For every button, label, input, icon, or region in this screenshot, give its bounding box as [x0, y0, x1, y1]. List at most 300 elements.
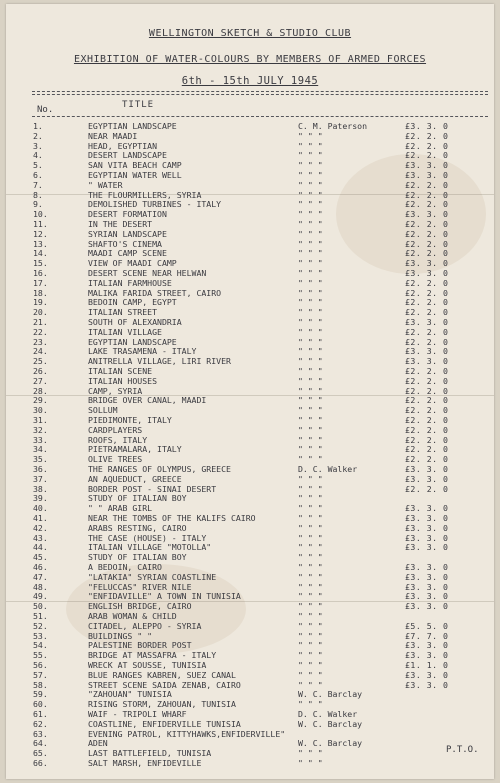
list-item	[6, 738, 494, 748]
entry-artist: " " "	[298, 611, 323, 621]
entry-title: EVENING PATROL, KITTYHAWKS,ENFIDERVILLE"	[88, 728, 286, 739]
entry-number: 33.	[33, 434, 48, 445]
list-item	[6, 395, 494, 405]
list-item	[6, 170, 494, 180]
entry-artist: " " "	[298, 669, 323, 680]
entry-price: £3. 3. 0	[405, 591, 449, 602]
entry-number: 3.	[33, 140, 43, 151]
entry-artist: " " "	[298, 268, 323, 278]
list-item	[6, 562, 494, 572]
list-item	[6, 160, 494, 170]
entry-number: 65.	[33, 748, 48, 759]
entry-title: VIEW OF MAADI CAMP	[88, 258, 177, 269]
divider-dashed	[32, 91, 488, 92]
entry-artist: " " "	[298, 307, 323, 318]
entry-artist: " " "	[298, 640, 323, 651]
list-item	[6, 317, 494, 327]
entry-artist: " " "	[298, 258, 323, 269]
list-item	[6, 307, 494, 317]
entry-title: RISING STORM, ZAHOUAN, TUNISIA	[88, 699, 236, 710]
entry-title: EGYPTIAN WATER WELL	[88, 170, 182, 180]
entry-price: £3. 3. 0	[405, 522, 449, 533]
entry-number: 39.	[33, 493, 48, 504]
list-item	[6, 572, 494, 582]
entry-number: 12.	[33, 228, 48, 239]
entry-title: ARAB WOMAN & CHILD	[88, 611, 177, 621]
entry-artist: D. C. Walker	[298, 464, 358, 474]
entry-title: "LATAKIA" SYRIAN COASTLINE	[88, 571, 217, 582]
entry-price: £2. 2. 0	[405, 297, 449, 308]
entry-artist: W. C. Barclay	[298, 718, 363, 729]
entry-number: 66.	[33, 758, 48, 768]
entry-artist: C. M. Paterson	[298, 121, 368, 131]
entry-number: 31.	[33, 415, 48, 425]
list-item	[6, 503, 494, 513]
entry-title: THE RANGES OF OLYMPUS, GREECE	[88, 464, 231, 474]
entry-artist: " " "	[298, 699, 323, 710]
entry-number: 20.	[33, 307, 48, 318]
entry-artist: " " "	[298, 395, 323, 406]
entry-artist: " " "	[298, 209, 323, 220]
entry-title: A BEDOIN, CAIRO	[88, 562, 162, 572]
entry-title: COASTLINE, ENFIDERVILLE TUNISIA	[88, 718, 241, 729]
list-item	[6, 493, 494, 503]
entry-price: £3. 3. 0	[405, 121, 449, 131]
entry-number: 9.	[33, 199, 43, 210]
entry-number: 10.	[33, 209, 48, 220]
list-item	[6, 611, 494, 621]
entry-artist: " " "	[298, 366, 323, 376]
entry-artist: " " "	[298, 140, 323, 151]
entry-number: 16.	[33, 268, 48, 278]
list-item	[6, 680, 494, 690]
entry-number: 5.	[33, 160, 43, 171]
entry-artist: " " "	[298, 317, 323, 327]
list-item	[6, 729, 494, 739]
entry-number: 59.	[33, 689, 48, 700]
list-item	[6, 229, 494, 239]
entry-artist: " " "	[298, 758, 323, 768]
list-item	[6, 474, 494, 484]
divider-dashed	[32, 94, 488, 95]
entry-price: £3. 3. 0	[405, 640, 449, 651]
entry-title: " WATER	[88, 179, 123, 190]
entry-title: HEAD, EGYPTIAN	[88, 140, 158, 151]
list-item	[6, 141, 494, 151]
entry-price: £2. 2. 0	[405, 375, 449, 386]
list-item	[6, 248, 494, 258]
entry-artist: " " "	[298, 552, 323, 563]
list-item	[6, 150, 494, 160]
entry-title: SOUTH OF ALEXANDRIA	[88, 317, 182, 327]
exhibition-dates: 6th - 15th JULY 1945	[181, 75, 319, 87]
list-item	[6, 660, 494, 670]
entry-price: £7. 7. 0	[405, 630, 449, 641]
entry-artist: " " "	[298, 513, 323, 523]
list-item	[6, 591, 494, 601]
entry-artist: " " "	[298, 356, 323, 367]
entry-title: BRIDGE AT MASSAFRA - ITALY	[88, 650, 217, 661]
entry-title: WAIF - TRIPOLI WHARF	[88, 709, 187, 719]
entry-number: 63.	[33, 728, 48, 739]
entry-artist: " " "	[298, 415, 323, 425]
entry-artist: " " "	[298, 650, 323, 661]
entry-number: 30.	[33, 405, 48, 416]
entry-title: ENGLISH BRIDGE, CAIRO	[88, 601, 192, 612]
entry-title: PIEDIMONTE, ITALY	[88, 415, 172, 425]
entry-title: ARABS RESTING, CAIRO	[88, 522, 187, 533]
entry-title: EGYPTIAN LANDSCAPE	[88, 121, 177, 131]
entry-artist: " " "	[298, 748, 323, 759]
entry-number: 41.	[33, 513, 48, 523]
entry-artist: " " "	[298, 375, 323, 386]
entry-price: £3. 3. 0	[405, 650, 449, 661]
entry-number: 58.	[33, 679, 48, 690]
entry-price: £2. 2. 0	[405, 248, 449, 259]
entry-title: BORDER POST - SINAI DESERT	[88, 483, 217, 494]
entry-title: BLUE RANGES KABREN, SUEZ CANAL	[88, 669, 236, 680]
entry-artist: " " "	[298, 219, 323, 229]
entry-number: 36.	[33, 464, 48, 474]
list-item	[6, 405, 494, 415]
entry-title: BRIDGE OVER CANAL, MAADI	[88, 395, 207, 406]
entry-price: £2. 2. 0	[405, 150, 449, 161]
entry-number: 19.	[33, 297, 48, 308]
entry-price: £3. 3. 0	[405, 669, 449, 680]
entry-artist: " " "	[298, 522, 323, 533]
entry-artist: " " "	[298, 542, 323, 553]
list-item	[6, 366, 494, 376]
entry-number: 35.	[33, 454, 48, 465]
list-item	[6, 650, 494, 660]
entry-price: £2. 2. 0	[405, 385, 449, 396]
entry-title: EGYPTIAN LANDSCAPE	[88, 336, 177, 347]
list-item	[6, 219, 494, 229]
entry-number: 64.	[33, 738, 48, 749]
entry-number: 32.	[33, 424, 48, 435]
entry-title: ROOFS, ITALY	[88, 434, 148, 445]
entry-title: WRECK AT SOUSSE, TUNISIA	[88, 660, 207, 670]
entry-title: PIETRAMALARA, ITALY	[88, 444, 182, 455]
entry-number: 1.	[33, 121, 43, 131]
entry-price: £3. 3. 0	[405, 503, 449, 514]
list-item	[6, 346, 494, 356]
entry-price: £2. 2. 0	[405, 287, 449, 298]
entry-title: OLIVE TREES	[88, 454, 143, 465]
entry-title: DESERT SCENE NEAR HELWAN	[88, 268, 207, 278]
entry-price: £3. 3. 0	[405, 513, 449, 523]
entry-price: £3. 3. 0	[405, 464, 449, 474]
entry-artist: " " "	[298, 336, 323, 347]
entry-price: £3. 3. 0	[405, 258, 449, 269]
entry-title: THE FLOURMILLERS, SYRIA	[88, 189, 202, 200]
entry-number: 51.	[33, 611, 48, 621]
entry-price: £3. 3. 0	[405, 170, 449, 180]
list-item	[6, 464, 494, 474]
list-item	[6, 288, 494, 298]
entry-title: DESERT LANDSCAPE	[88, 150, 167, 161]
list-item	[6, 444, 494, 454]
entry-price: £2. 2. 0	[405, 277, 449, 288]
list-item	[6, 121, 494, 131]
entry-number: 26.	[33, 366, 48, 376]
entry-title: ITALIAN FARMHOUSE	[88, 277, 172, 288]
list-item	[6, 533, 494, 543]
entry-number: 27.	[33, 375, 48, 386]
entry-artist: " " "	[298, 326, 323, 337]
list-item	[6, 435, 494, 445]
list-item	[6, 258, 494, 268]
entry-artist: " " "	[298, 454, 323, 465]
entry-artist: " " "	[298, 620, 323, 631]
entry-artist: D. C. Walker	[298, 709, 358, 719]
entry-number: 28.	[33, 385, 48, 396]
entry-number: 14.	[33, 248, 48, 259]
entry-artist: " " "	[298, 630, 323, 641]
entry-artist: " " "	[298, 130, 323, 141]
entry-number: 53.	[33, 630, 48, 641]
entry-price: £2. 2. 0	[405, 444, 449, 455]
organization-title: WELLINGTON SKETCH & STUDIO CLUB	[148, 28, 352, 39]
entry-number: 13.	[33, 238, 48, 249]
entry-number: 17.	[33, 277, 48, 288]
entry-artist: " " "	[298, 601, 323, 612]
list-item	[6, 719, 494, 729]
entry-title: SOLLUM	[88, 405, 118, 416]
entry-number: 52.	[33, 620, 48, 631]
entry-artist: " " "	[298, 248, 323, 259]
entry-price: £3. 3. 0	[405, 542, 449, 553]
list-item	[6, 748, 494, 758]
entry-number: 7.	[33, 179, 43, 190]
entry-title: DESERT FORMATION	[88, 209, 167, 220]
entry-artist: " " "	[298, 532, 323, 543]
entry-artist: " " "	[298, 581, 323, 592]
entry-price: £3. 3. 0	[405, 346, 449, 357]
pto-note: P.T.O.	[446, 745, 479, 755]
entry-number: 25.	[33, 356, 48, 367]
entry-number: 40.	[33, 503, 48, 514]
entry-title: STUDY OF ITALIAN BOY	[88, 493, 187, 504]
entry-number: 24.	[33, 346, 48, 357]
column-header-no: No.	[37, 105, 54, 115]
list-item	[6, 297, 494, 307]
entry-title: THE CASE (HOUSE) - ITALY	[88, 532, 207, 543]
list-item	[6, 180, 494, 190]
entry-artist: " " "	[298, 238, 323, 249]
list-item	[6, 268, 494, 278]
entry-artist: " " "	[298, 199, 323, 210]
entry-title: MALIKA FARIDA STREET, CAIRO	[88, 287, 222, 298]
entry-title: CITADEL, ALEPPO - SYRIA	[88, 620, 202, 631]
entry-price: £2. 2. 0	[405, 415, 449, 425]
entry-price: £3. 3. 0	[405, 679, 449, 690]
entry-number: 43.	[33, 532, 48, 543]
entry-number: 15.	[33, 258, 48, 269]
entry-artist: " " "	[298, 346, 323, 357]
entry-number: 57.	[33, 669, 48, 680]
entry-price: £2. 2. 0	[405, 199, 449, 210]
list-item	[6, 552, 494, 562]
list-item	[6, 640, 494, 650]
entry-artist: " " "	[298, 473, 323, 484]
entry-artist: " " "	[298, 591, 323, 602]
entry-number: 21.	[33, 317, 48, 327]
entry-price: £2. 2. 0	[405, 228, 449, 239]
entry-price: £1. 1. 0	[405, 660, 449, 670]
entry-artist: W. C. Barclay	[298, 738, 363, 749]
list-item	[6, 542, 494, 552]
entry-artist: " " "	[298, 150, 323, 161]
entry-title: "ZAHOUAN" TUNISIA	[88, 689, 172, 700]
list-item	[6, 689, 494, 699]
entry-number: 2.	[33, 130, 43, 141]
list-item	[6, 621, 494, 631]
entry-number: 42.	[33, 522, 48, 533]
entry-artist: " " "	[298, 571, 323, 582]
entry-title: ITALIAN VILLAGE	[88, 326, 162, 337]
entry-price: £3. 3. 0	[405, 356, 449, 367]
entry-title: ITALIAN STREET	[88, 307, 158, 318]
entry-price: £3. 3. 0	[405, 160, 449, 171]
entry-price: £3. 3. 0	[405, 562, 449, 572]
list-item	[6, 239, 494, 249]
entry-number: 50.	[33, 601, 48, 612]
entry-number: 22.	[33, 326, 48, 337]
entry-price: £5. 5. 0	[405, 620, 449, 631]
entry-price: £3. 3. 0	[405, 473, 449, 484]
entry-price: £2. 2. 0	[405, 336, 449, 347]
entry-number: 48.	[33, 581, 48, 592]
entry-artist: W. C. Barclay	[298, 689, 363, 700]
entry-artist: " " "	[298, 434, 323, 445]
entry-price: £3. 3. 0	[405, 581, 449, 592]
entry-title: ADEN	[88, 738, 108, 749]
list-item	[6, 199, 494, 209]
entry-number: 49.	[33, 591, 48, 602]
entry-number: 37.	[33, 473, 48, 484]
list-item	[6, 758, 494, 768]
list-item	[6, 601, 494, 611]
entry-price: £3. 3. 0	[405, 532, 449, 543]
entry-number: 60.	[33, 699, 48, 710]
entry-artist: " " "	[298, 483, 323, 494]
entry-artist: " " "	[298, 385, 323, 396]
list-item	[6, 631, 494, 641]
entry-artist: " " "	[298, 297, 323, 308]
entry-title: SALT MARSH, ENFIDEVILLE	[88, 758, 202, 768]
entry-number: 8.	[33, 189, 43, 200]
entry-number: 44.	[33, 542, 48, 553]
entry-title: CARDPLAYERS	[88, 424, 143, 435]
entry-title: SHAFTO'S CINEMA	[88, 238, 162, 249]
entry-title: BEDOIN CAMP, EGYPT	[88, 297, 177, 308]
entry-artist: " " "	[298, 160, 323, 171]
entry-price: £2. 2. 0	[405, 179, 449, 190]
entry-price: £2. 2. 0	[405, 395, 449, 406]
entry-price: £2. 2. 0	[405, 130, 449, 141]
entry-artist: " " "	[298, 679, 323, 690]
entry-price: £2. 2. 0	[405, 424, 449, 435]
entry-title: "ENFIDAVILLE" A TOWN IN TUNISIA	[88, 591, 241, 602]
list-item	[6, 376, 494, 386]
entry-price: £2. 2. 0	[405, 454, 449, 465]
list-item	[6, 454, 494, 464]
entry-price: £3. 3. 0	[405, 268, 449, 278]
entry-title: LAKE TRASAMENA - ITALY	[88, 346, 197, 357]
exhibition-sheet	[6, 4, 494, 779]
entry-number: 55.	[33, 650, 48, 661]
entry-number: 23.	[33, 336, 48, 347]
entry-title: STUDY OF ITALIAN BOY	[88, 552, 187, 563]
list-item	[6, 327, 494, 337]
entry-artist: " " "	[298, 405, 323, 416]
column-header-title: TITLE	[122, 100, 155, 110]
entry-artist: " " "	[298, 287, 323, 298]
entry-price: £3. 3. 0	[405, 317, 449, 327]
entry-number: 29.	[33, 395, 48, 406]
entry-price: £2. 2. 0	[405, 434, 449, 445]
entry-price: £2. 2. 0	[405, 483, 449, 494]
entry-number: 4.	[33, 150, 43, 161]
entry-artist: " " "	[298, 660, 323, 670]
entry-price: £2. 2. 0	[405, 140, 449, 151]
list-item	[6, 523, 494, 533]
list-item	[6, 709, 494, 719]
list-item	[6, 278, 494, 288]
entry-number: 61.	[33, 709, 48, 719]
entry-artist: " " "	[298, 170, 323, 180]
exhibition-title: EXHIBITION OF WATER-COLOURS BY MEMBERS OF ARMED FORCES	[73, 54, 427, 65]
entry-number: 18.	[33, 287, 48, 298]
entry-title: BUILDINGS " "	[88, 630, 153, 641]
entry-price: £2. 2. 0	[405, 366, 449, 376]
entry-number: 11.	[33, 219, 48, 229]
entry-price: £3. 3. 0	[405, 209, 449, 220]
entry-price: £2. 2. 0	[405, 189, 449, 200]
entry-number: 46.	[33, 562, 48, 572]
entry-title: IN THE DESERT	[88, 219, 153, 229]
entry-artist: " " "	[298, 228, 323, 239]
entry-artist: " " "	[298, 179, 323, 190]
entry-title: PALESTINE BORDER POST	[88, 640, 192, 651]
list-item	[6, 356, 494, 366]
entry-price: £3. 3. 0	[405, 571, 449, 582]
list-item	[6, 699, 494, 709]
entry-title: ITALIAN SCENE	[88, 366, 153, 376]
entry-artist: " " "	[298, 503, 323, 514]
list-item	[6, 513, 494, 523]
entry-artist: " " "	[298, 444, 323, 455]
entry-title: NEAR MAADI	[88, 130, 138, 141]
entry-title: LAST BATTLEFIELD, TUNISIA	[88, 748, 212, 759]
entry-title: STREET SCENE SAIDA ZENAB, CAIRO	[88, 679, 241, 690]
entry-title: MAADI CAMP SCENE	[88, 248, 167, 259]
entry-price: £3. 3. 0	[405, 601, 449, 612]
entry-price: £2. 2. 0	[405, 238, 449, 249]
entry-artist: " " "	[298, 493, 323, 504]
list-item	[6, 386, 494, 396]
entry-artist: " " "	[298, 189, 323, 200]
entry-price: £2. 2. 0	[405, 219, 449, 229]
entry-artist: " " "	[298, 424, 323, 435]
entry-title: SAN VITA BEACH CAMP	[88, 160, 182, 171]
list-item	[6, 415, 494, 425]
list-item	[6, 131, 494, 141]
entry-number: 45.	[33, 552, 48, 563]
list-item	[6, 425, 494, 435]
list-item	[6, 582, 494, 592]
